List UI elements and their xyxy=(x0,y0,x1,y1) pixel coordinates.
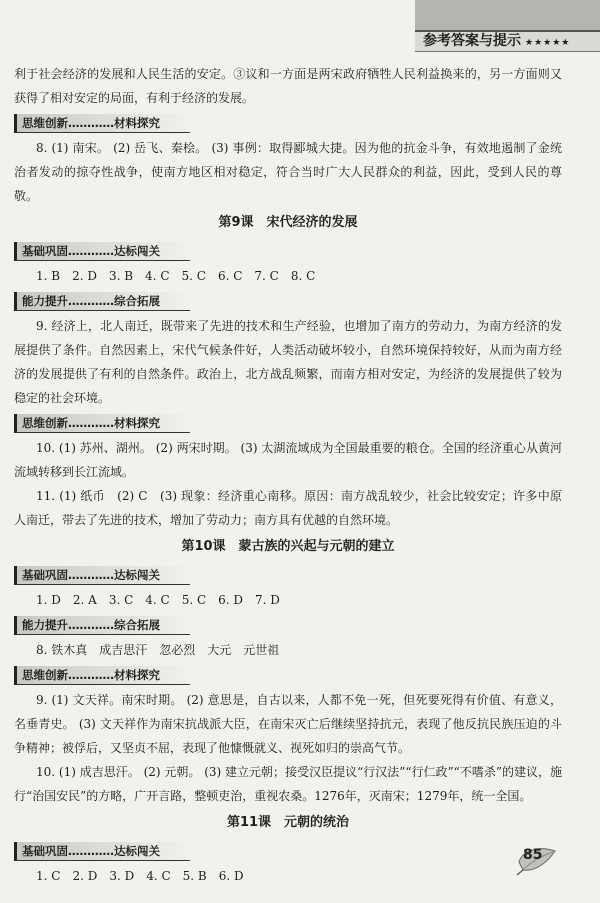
lesson-10-basic-answers: 1. D 2. A 3. C 4. C 5. C 6. D 7. D xyxy=(36,593,280,607)
lesson-9-q10: 10. (1) 苏州、湖州。 (2) 两宋时期。 (3) 太湖流域成为全国最重要的粮仓。全国的经济重心从黄河流域转移到长江流域。 xyxy=(14,441,562,479)
lesson-10-q8: 8. 铁木真 成吉思汗 忽必烈 大元 元世祖 xyxy=(36,643,280,657)
header-bar xyxy=(415,0,600,34)
lesson-9-basic-answers: 1. B 2. D 3. B 4. C 5. C 6. C 7. C 8. C xyxy=(36,269,316,283)
lesson-11-title: 第11课 元朝的统治 xyxy=(226,815,350,830)
section-label-basic: 基础巩固…………达标闯关 xyxy=(14,566,190,585)
section-label-ability: 能力提升…………综合拓展 xyxy=(14,292,190,311)
intro-paragraph: 利于社会经济的发展和人民生活的安定。③议和一方面是两宋政府牺牲人民利益换来的，另一方面则又获得了相对安定的局面，有利于经济的发展。 xyxy=(14,67,562,105)
lesson-10-q10: 10. (1) 成吉思汗。 (2) 元朝。 (3) 建立元朝；接受汉臣提议“行汉法”“行仁政”“不嗜杀”的建议，施行“治国安民”的方略，广开言路，整顿吏治，重视农桑。1276年，灭南宋；1279年，统一全国。 xyxy=(14,765,562,803)
section-label-think: 思维创新…………材料探究 xyxy=(14,666,190,685)
header-title-bar xyxy=(415,30,600,52)
answer-q8: 8. (1) 南宋。 (2) 岳飞、秦桧。 (3) 事例：取得郾城大捷。因为他的抗金斗争，有效地遏制了金统治者发动的掠夺性战争，使南方地区相对稳定，符合当时广大人民群众的利益，因此，受到人民的尊敬。 xyxy=(14,141,562,203)
page-number: 85 xyxy=(523,847,543,863)
lesson-10-q9: 9. (1) 文天祥。南宋时期。 (2) 意思是，自古以来，人都不免一死，但死要死得有价值、有意义，名垂青史。 (3) 文天祥作为南宋抗战派大臣，在南宋灭亡后继续坚持抗元，表现了他反抗民族压迫的斗争精神；被俘后，又坚贞不屈，表现了他慷慨就义、视死如归的崇高气节。 xyxy=(14,693,562,755)
lesson-9-title: 第9课 宋代经济的发展 xyxy=(218,215,358,230)
section-label-think: 思维创新…………材料探究 xyxy=(14,414,190,433)
page-number-badge xyxy=(515,846,565,876)
header-title: 参考答案与提示 xyxy=(423,33,521,49)
lesson-11-basic-answers: 1. C 2. D 3. D 4. C 5. B 6. D xyxy=(36,869,244,883)
section-label-think: 思维创新…………材料探究 xyxy=(14,114,190,133)
section-label-basic: 基础巩固…………达标闯关 xyxy=(14,242,190,261)
header-stars: ★★★★★ xyxy=(525,38,571,48)
lesson-10-title: 第10课 蒙古族的兴起与元朝的建立 xyxy=(181,539,395,554)
answer-content xyxy=(14,62,562,888)
lesson-9-q11: 11. (1) 纸币 (2) C (3) 现象：经济重心南移。原因：南方战乱较少，社会比较安定；许多中原人南迁，带去了先进的技术，增加了劳动力；南方具有优越的自然环境。 xyxy=(14,489,562,527)
section-label-ability: 能力提升…………综合拓展 xyxy=(14,616,190,635)
section-label-basic: 基础巩固…………达标闯关 xyxy=(14,842,190,861)
lesson-9-q9: 9. 经济上，北人南迁，既带来了先进的技术和生产经验，也增加了南方的劳动力，为南方经济的发展提供了条件。自然因素上，宋代气候条件好，人类活动破坏较小，自然环境保持较好，从而为南方经济的发展提供了有利的自然条件。政治上，北方战乱频繁，而南方相对安定，为经济的发展提供了较为稳定的社会环境。 xyxy=(14,319,562,405)
